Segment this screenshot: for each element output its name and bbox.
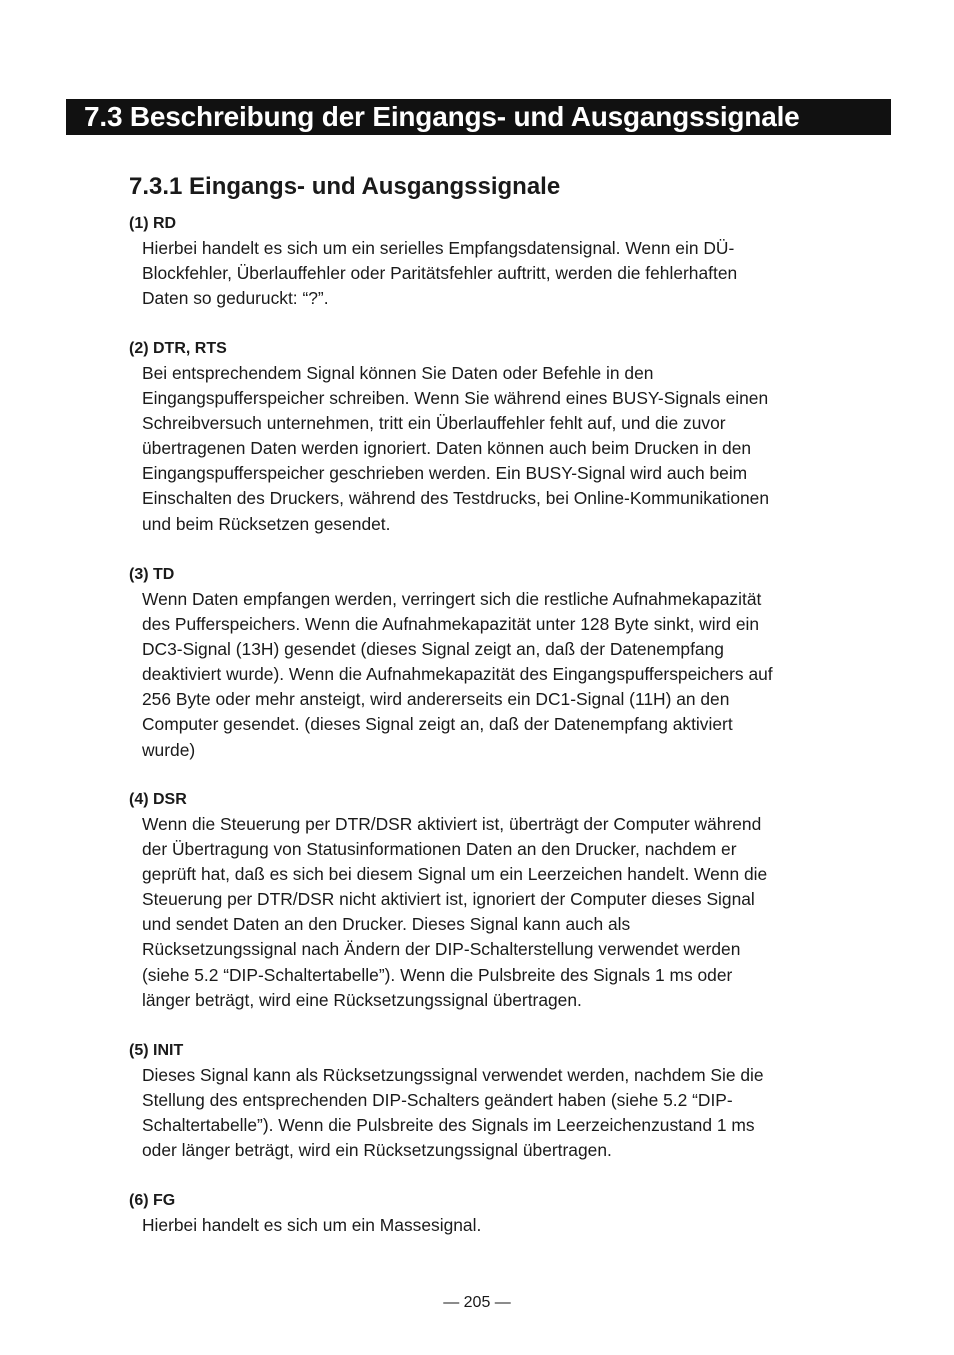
text-line: oder länger beträgt, wird ein Rücksetzungssignal übertragen.: [142, 1140, 612, 1161]
text-line: Blockfehler, Überlauffehler oder Paritätsfehler auftritt, werden die fehlerhaften: [142, 263, 738, 284]
item-text: [142, 587, 899, 763]
text-line: 256 Byte oder mehr ansteigt, wird andererseits ein DC1-Signal (11H) an den: [142, 689, 730, 710]
text-line: länger beträgt, wird eine Rücksetzungssignal übertragen.: [142, 989, 582, 1010]
item-text: [142, 812, 899, 1013]
text-line: Schreibversuch unternehmen, tritt ein Überlauffehler fehlt auf, und die zuvor: [142, 413, 726, 434]
text-line: Stellung des entsprechenden DIP-Schalters geändert haben (siehe 5.2 “DIP-: [142, 1090, 733, 1111]
item-dtr-rts: [129, 336, 899, 537]
item-text: [142, 236, 899, 311]
text-line: übertragenen Daten werden ignoriert. Daten können auch beim Drucken in den: [142, 438, 752, 459]
item-text: [142, 361, 899, 537]
text-line: geprüft hat, daß es sich bei diesem Signal um ein Leerzeichen handelt. Wenn die: [142, 864, 768, 885]
text-line: Schaltertabelle”). Wenn die Pulsbreite des Signals im Leerzeichenzustand 1 ms: [142, 1115, 755, 1136]
text-line: Eingangspufferspeicher schreiben. Wenn Sie während eines BUSY-Signals einen: [142, 388, 769, 409]
item-td: [129, 562, 899, 763]
item-heading: (4) DSR: [129, 791, 187, 808]
text-line: Hierbei handelt es sich um ein Massesignal.: [142, 1215, 482, 1235]
text-line: der Übertragung von Statusinformationen Daten an den Drucker, nachdem er: [142, 839, 737, 860]
page-number: — 205 —: [443, 1294, 511, 1311]
item-heading: (2) DTR, RTS: [129, 340, 227, 357]
item-text: [142, 1063, 899, 1163]
item-dsr: [129, 787, 899, 1013]
text-line: DC3-Signal (13H) gesendet (dieses Signal zeigt an, daß der Datenempfang: [142, 639, 724, 660]
text-line: Hierbei handelt es sich um ein serielles Empfangsdatensignal. Wenn ein DÜ-: [142, 238, 735, 258]
text-line: Daten so geduruckt: “?”.: [142, 288, 329, 309]
text-line: und sendet Daten an den Drucker. Dieses Signal kann auch als: [142, 914, 631, 935]
item-text: [142, 1213, 899, 1238]
text-line: Eingangspufferspeicher geschrieben werden. Ein BUSY-Signal wird auch beim: [142, 463, 748, 484]
text-line: Bei entsprechendem Signal können Sie Daten oder Befehle in den: [142, 363, 654, 383]
text-line: Steuerung per DTR/DSR nicht aktiviert ist, ignoriert der Computer dieses Signal: [142, 889, 755, 910]
item-fg: [129, 1188, 899, 1238]
text-line: (siehe 5.2 “DIP-Schaltertabelle”). Wenn die Pulsbreite des Signals 1 ms oder: [142, 964, 733, 985]
text-line: des Pufferspeichers. Wenn die Aufnahmekapazität unter 128 Byte sinkt, wird ein: [142, 614, 760, 635]
text-line: wurde): [142, 739, 196, 760]
text-line: Einschalten des Druckers, während des Testdrucks, bei Online-Kommunikationen: [142, 488, 770, 509]
text-line: Dieses Signal kann als Rücksetzungssignal verwendet werden, nachdem Sie die: [142, 1065, 764, 1085]
item-heading: (5) INIT: [129, 1042, 184, 1059]
chapter-title: 7.3 Beschreibung der Eingangs- und Ausgangssignale: [66, 99, 891, 135]
text-line: Rücksetzungssignal nach Ändern der DIP-Schalterstellung verwendet werden: [142, 939, 741, 960]
item-rd: [129, 211, 899, 311]
text-line: und beim Rücksetzen gesendet.: [142, 513, 391, 534]
text-line: Computer gesendet. (dieses Signal zeigt an, daß der Datenempfang aktiviert: [142, 714, 733, 735]
text-line: Wenn die Steuerung per DTR/DSR aktiviert ist, überträgt der Computer während: [142, 814, 762, 834]
item-heading: (1) RD: [129, 215, 177, 232]
item-init: [129, 1038, 899, 1163]
text-line: deaktiviert wurde). Wenn die Aufnahmekapazität des Eingangspufferspeichers auf: [142, 664, 773, 685]
item-heading: (6) FG: [129, 1192, 176, 1209]
section-title: 7.3.1 Eingangs- und Ausgangssignale: [129, 173, 561, 200]
text-line: Wenn Daten empfangen werden, verringert sich die restliche Aufnahmekapazität: [142, 589, 762, 609]
item-heading: (3) TD: [129, 566, 175, 583]
